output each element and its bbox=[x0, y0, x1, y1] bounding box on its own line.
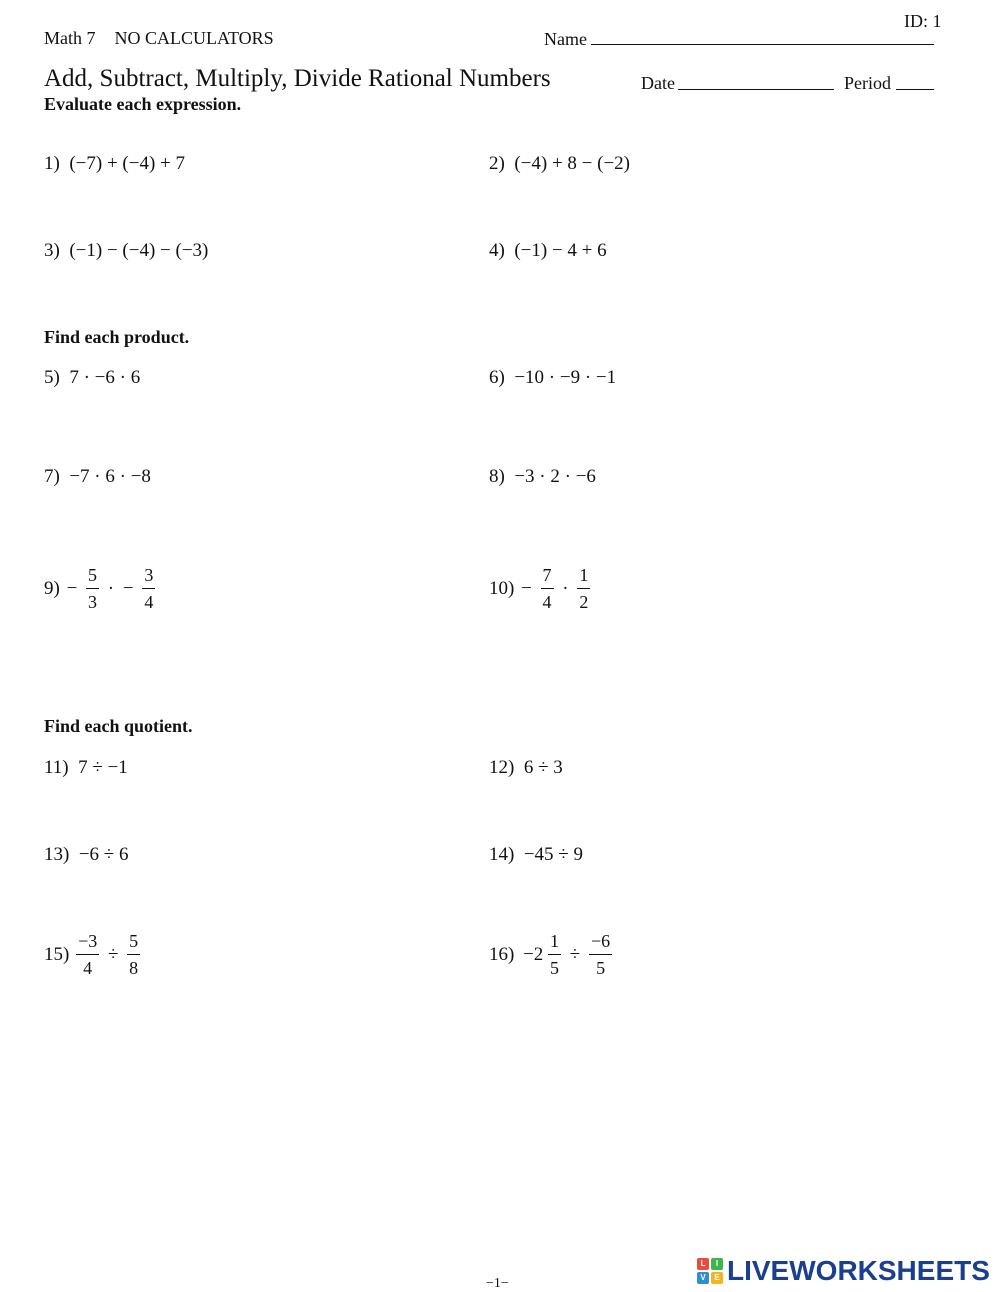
problem-7 bbox=[44, 466, 151, 488]
problem-number: 1) bbox=[44, 153, 60, 174]
problem-number: 7) bbox=[44, 466, 60, 487]
problem-number: 16) bbox=[489, 943, 515, 965]
logo-mark-icon bbox=[697, 1258, 723, 1284]
multiply-operator: · bbox=[107, 577, 115, 599]
problem-9 bbox=[44, 566, 157, 611]
section-heading-quotient: Find each quotient. bbox=[44, 716, 193, 736]
numerator: −3 bbox=[78, 931, 98, 951]
numerator: 5 bbox=[129, 931, 139, 951]
page-title: Add, Subtract, Multiply, Divide Rational Numbers bbox=[44, 65, 551, 92]
denominator: 3 bbox=[86, 588, 99, 611]
fraction bbox=[86, 566, 99, 611]
denominator: 2 bbox=[577, 588, 590, 611]
mixed-number-whole: −2 bbox=[523, 943, 544, 965]
problem-number: 2) bbox=[489, 153, 505, 174]
denominator: 4 bbox=[142, 588, 155, 611]
liveworksheets-logo bbox=[697, 1257, 990, 1285]
problem-14 bbox=[489, 844, 583, 866]
numerator: 5 bbox=[88, 565, 98, 585]
course-label bbox=[44, 28, 274, 49]
fraction bbox=[548, 932, 561, 977]
numerator: 1 bbox=[579, 565, 589, 585]
problem-expression: −6 ÷ 6 bbox=[78, 844, 129, 865]
fraction bbox=[577, 566, 590, 611]
logo-mark-letter: V bbox=[697, 1272, 709, 1284]
problem-12 bbox=[489, 757, 563, 779]
problem-expression: −7 · 6 · −8 bbox=[69, 466, 151, 487]
problem-expression: (−4) + 8 − (−2) bbox=[514, 153, 630, 174]
problem-number: 8) bbox=[489, 466, 505, 487]
numerator: 7 bbox=[542, 565, 552, 585]
negative-sign: − bbox=[122, 577, 134, 599]
section-heading-product: Find each product. bbox=[44, 327, 190, 347]
fraction bbox=[142, 566, 155, 611]
fraction bbox=[76, 932, 99, 977]
logo-mark-letter: E bbox=[711, 1272, 723, 1284]
problem-15 bbox=[44, 932, 142, 977]
problem-expression: 7 ÷ −1 bbox=[78, 757, 128, 778]
numerator: 3 bbox=[144, 565, 154, 585]
problem-2 bbox=[489, 153, 630, 175]
fraction bbox=[589, 932, 612, 977]
date-blank-line[interactable] bbox=[678, 89, 834, 90]
date-label: Date bbox=[641, 73, 675, 93]
problem-number: 13) bbox=[44, 844, 70, 865]
brand-name: LIVEWORKSHEETS bbox=[727, 1255, 990, 1286]
name-blank-line[interactable] bbox=[591, 44, 934, 45]
problem-5 bbox=[44, 367, 140, 389]
problem-6 bbox=[489, 367, 616, 389]
no-calculators-note: NO CALCULATORS bbox=[114, 28, 274, 48]
logo-mark-letter: I bbox=[711, 1258, 723, 1270]
problem-number: 3) bbox=[44, 240, 60, 261]
period-label: Period bbox=[844, 73, 891, 93]
problem-1 bbox=[44, 153, 185, 175]
problem-expression: (−1) − 4 + 6 bbox=[514, 240, 607, 261]
period-blank-line[interactable] bbox=[896, 89, 934, 90]
problem-13 bbox=[44, 844, 128, 866]
multiply-operator: · bbox=[562, 577, 569, 599]
problem-expression: −45 ÷ 9 bbox=[523, 844, 583, 865]
problem-3 bbox=[44, 240, 208, 262]
problem-expression: (−1) − (−4) − (−3) bbox=[69, 240, 209, 261]
page-number: −1− bbox=[486, 1276, 509, 1291]
problem-number: 15) bbox=[44, 943, 70, 965]
numerator: −6 bbox=[590, 931, 611, 951]
problem-expression: 6 ÷ 3 bbox=[523, 757, 563, 778]
problem-number: 12) bbox=[489, 757, 515, 778]
problem-number: 10) bbox=[489, 577, 515, 599]
negative-sign: − bbox=[521, 577, 532, 599]
problem-8 bbox=[489, 466, 596, 488]
divide-operator: ÷ bbox=[569, 943, 581, 965]
denominator: 4 bbox=[541, 588, 554, 611]
denominator: 4 bbox=[76, 954, 99, 977]
section-heading-evaluate: Evaluate each expression. bbox=[44, 94, 242, 114]
fraction bbox=[541, 566, 554, 611]
name-label: Name bbox=[544, 29, 587, 49]
denominator: 5 bbox=[589, 954, 612, 977]
divide-operator: ÷ bbox=[107, 943, 119, 965]
problem-10 bbox=[489, 566, 592, 611]
problem-number: 9) bbox=[44, 577, 60, 599]
course-name: Math 7 bbox=[44, 28, 96, 48]
problem-expression: −10 · −9 · −1 bbox=[514, 367, 617, 388]
problem-number: 4) bbox=[489, 240, 505, 261]
negative-sign: − bbox=[66, 577, 78, 599]
denominator: 5 bbox=[548, 954, 561, 977]
numerator: 1 bbox=[550, 931, 560, 951]
problem-number: 11) bbox=[44, 757, 69, 778]
problem-16 bbox=[489, 932, 614, 977]
problem-expression: (−7) + (−4) + 7 bbox=[69, 153, 185, 174]
problem-expression: 7 · −6 · 6 bbox=[69, 367, 141, 388]
worksheet-id: ID: 1 bbox=[904, 11, 942, 31]
problem-4 bbox=[489, 240, 607, 262]
problem-number: 6) bbox=[489, 367, 505, 388]
logo-mark-letter: L bbox=[697, 1258, 709, 1270]
denominator: 8 bbox=[127, 954, 140, 977]
problem-11 bbox=[44, 757, 128, 779]
problem-number: 14) bbox=[489, 844, 515, 865]
problem-number: 5) bbox=[44, 367, 60, 388]
fraction bbox=[127, 932, 140, 977]
problem-expression: −3 · 2 · −6 bbox=[514, 466, 596, 487]
